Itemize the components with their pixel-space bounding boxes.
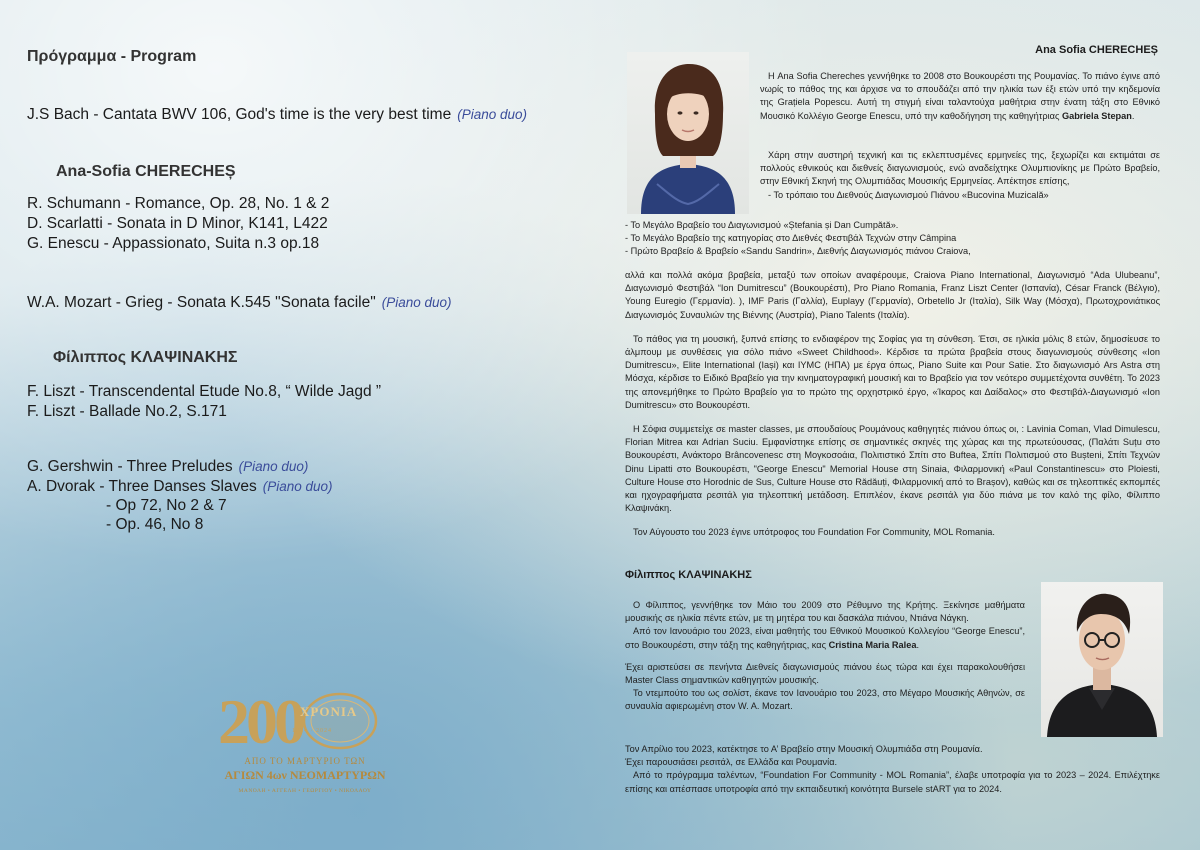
program-item-dvorak-text: A. Dvorak - Three Danses Slaves bbox=[27, 478, 257, 495]
piano-duo-note: (Piano duo) bbox=[238, 459, 309, 474]
bio2-text: Ο Φίλιππος, γεννήθηκε τον Μάιο του 2009 στο Ρέθυμνο της Κρήτης. Ξεκίνησε μαθήματα μουσικής σε ηλικία πέντε ετών, με τη μητέρα του και δασκάλα πιάνου, Ντιάνα Νάγκη. Από τον Ιανουάριο του 2023, είναι μαθητής του Εθνικού Μουσικού Κολλεγίου “George Enescu”, στο Βουκουρέστι, στην τάξη της καθηγήτριας, κας Cristina Maria Ralea. Έχει αριστεύσει σε πενήντα Διεθνείς διαγωνισμούς πιάνου έως τώρα και έχει παρακολουθήσει Master Class σημαντικών καθηγητών μουσικής. Το ντεμπούτο του ως σολίστ, έκανε τον Ιανουάριο του 2023, στο Μέγαρο Μουσικής Αθηνών, σε συναυλία αφιερωμένη στον W. A. Mozart. bbox=[625, 599, 1025, 714]
program-item-schumann: R. Schumann - Romance, Op. 28, No. 1 & 2 bbox=[27, 195, 330, 212]
portrait-photo-filippos bbox=[1041, 582, 1163, 737]
bio1-teacher-name: Gabriela Stepan bbox=[1061, 110, 1132, 121]
bio1-awards bbox=[625, 219, 1160, 259]
performer-heading-filippos: Φίλιππος ΚΛΑΨΙΝΑΚΗΣ bbox=[53, 349, 238, 366]
bio1-paragraph-1: Η Ana Sofia Chereches γεννήθηκε το 2008 στο Βουκουρέστι της Ρουμανίας. Το πιάνο έγινε από νωρίς το πάθος της και άρχισε να το σπουδάζει από την ηλικία των έξι ετών υπό την κηδεμονία της Grațiela Popescu. Αυτή τη στιγμή είναι ταλαντούχα μαθήτρια στην ένατη τάξη στο Εθνικό Μουσικό Κολλέγιο George Enescu, υπό την καθοδήγηση της καθηγήτριας bbox=[760, 71, 1160, 121]
bio2-text-lower bbox=[625, 743, 1160, 796]
program-item-liszt-etude: F. Liszt - Transcendental Etude No.8, “ Wilde Jagd ” bbox=[27, 383, 382, 400]
bio-heading-filippos: Φίλιππος ΚΛΑΨΙΝΑΚΗΣ bbox=[625, 569, 752, 581]
performer-heading-anasofia: Ana-Sofia CHERECHEȘ bbox=[56, 163, 236, 180]
program-item-gershwin bbox=[27, 458, 308, 476]
logo-line-2: ΑΓΙΩΝ 4ων ΝΕΟΜΑΡΤΥΡΩΝ bbox=[224, 768, 386, 782]
portrait-photo-anasofia bbox=[627, 52, 749, 214]
bio1-award-2: - Το Μεγάλο Βραβείο του Διαγωνισμού «Ștefania și Dan Cumpătă». bbox=[625, 220, 899, 230]
bio1-paragraph-2: Χάρη στην αυστηρή τεχνική και τις εκλεπτυσμένες ερμηνείες της, ξεχωρίζει και εκτιμάται σε πολλούς εθνικούς και διεθνείς διαγωνισμούς, ενώ αναδείχτηκε Ολυμπιονίκης με Πρώτο Βραβείο, στην Εθνική Σκηνή της Ολυμπιάδας Μουσικής Ερμηνείας. Απέκτησε επίσης, bbox=[760, 150, 1160, 187]
bio2-paragraph-6: Έχει παρουσιάσει ρεσιτάλ, σε Ελλάδα και Ρουμανία. bbox=[625, 757, 838, 768]
anniversary-logo bbox=[218, 686, 388, 810]
bio2-paragraph-5: Τον Απρίλιο του 2023, κατέκτησε το Α’ Βραβείο στην Μουσική Ολυμπιάδα στη Ρουμανία. bbox=[625, 744, 983, 754]
program-item-scarlatti: D. Scarlatti - Sonata in D Minor, K141, L422 bbox=[27, 215, 328, 232]
bio1-paragraph-6: Τον Αύγουστο του 2023 έγινε υπότροφος του Foundation For Community, MOL Romania. bbox=[633, 527, 995, 538]
bio1-award-3: - Το Μεγάλο Βραβείο της κατηγορίας στο Διεθνές Φεστιβάλ Τεχνών στην Câmpina bbox=[625, 233, 957, 244]
program-item-bach bbox=[27, 106, 527, 124]
bio-heading-anasofia: Ana Sofia CHERECHEȘ bbox=[1035, 44, 1158, 56]
program-subitem-op72: - Op 72, No 2 & 7 bbox=[106, 497, 227, 514]
bio1-intro: Η Ana Sofia Chereches γεννήθηκε το 2008 στο Βουκουρέστι της Ρουμανίας. Το πιάνο έγινε από νωρίς το πάθος της και άρχισε να το σπουδάζει από την ηλικία των έξι ετών υπό την κηδεμονία της Grațiela Popescu. Αυτή τη στιγμή είναι ταλαντούχα μαθήτρια στην ένατη τάξη στο Εθνικό Μουσικό Κολλέγιο George Enescu, υπό την καθοδήγηση της καθηγήτριας Gabriela Stepan. bbox=[760, 71, 1160, 121]
bio1-award-1: - Το τρόπαιο του Διεθνούς Διαγωνισμού Πιάνου «Bucovina Muzicală» bbox=[768, 189, 1049, 200]
bio2-paragraph-4: Το ντεμπούτο του ως σολίστ, έκανε τον Ιανουάριο του 2023, στο Μέγαρο Μουσικής Αθηνών, σε συναυλία αφιερωμένη στον W. A. Mozart. bbox=[625, 688, 1025, 712]
program-item-liszt-ballade: F. Liszt - Ballade No.2, S.171 bbox=[27, 403, 227, 420]
bio1-paragraph-3: αλλά και πολλά ακόμα βραβεία, μεταξύ των οποίων αναφέρουμε, Craiova Piano International, Διαγωνισμό “Ada Ulubeanu”, Διαγωνισμό Φεστιβάλ “Ion Dumitrescu” (Βουκουρέστι), Pro Piano Romania, Franz Liszt Center (Ισπανία), César Franck (Βέλγιο), Young Euregio (Γερμανία). ), IMF Paris (Γαλλία), Euplayy (Γερμανία), Orbetello Jr (Ιταλία), Silk Way (Μόσχα), Πρωτοχρονιάτικος Διαγωνισμός Συναυλιών της Βιέννης (Αυστρία), Piano Talents (Ιταλία). bbox=[625, 270, 1160, 320]
bio1-award-4: - Πρώτο Βραβείο & Βραβείο «Sandu Sandrin», Διεθνής Διαγωνισμός πιάνου Craiova, bbox=[625, 246, 971, 257]
program-item-mozart-text: W.A. Mozart - Grieg - Sonata K.545 "Sonata facile" bbox=[27, 294, 376, 311]
logo-word: ΧΡΟΝΙΑ bbox=[300, 704, 358, 719]
piano-duo-note: (Piano duo) bbox=[381, 295, 452, 310]
program-item-bach-text: J.S Bach - Cantata BWV 106, God's time is the very best time bbox=[27, 106, 452, 123]
bio1-paragraph-5: Η Σόφια συμμετείχε σε master classes, με σπουδαίους Ρουμάνους καθηγητές πιάνου όπως οι, : Lavinia Coman, Vlad Dimulescu, Florian Mitrea και Adrian Suciu. Εμφανίστηκε επίσης σε σημαντικές σκηνές της χώρας και της πρωτεύουσας, (Παλάτι Suțu στο Βουκουρέστι, Ανάκτορο Brâncovenesc στη Μογκοσοάια, Πολιτιστικό Σπίτι στο Buftea, Σπίτι Πολιτισμού στο Bușteni, Σπίτι Τεχνών Dinu Lipatti στο Βουκουρέστι, "George Enescu" Memorial House στη Sinaia, Φιλαρμονική «Paul Constantinescu» στο Ploiesti, Culture House στο Horodnic de Sus, Culture House στο Rădăuți, Φιλαρμονική από το Brașov), καθώς και σε τηλεοπτικές εκπομπές και ηχογραφήματα ρεσιτάλ για τηλεοπτική μετάδοση. Επιπλέον, έκανε ρεσιτάλ για δύο πιάνα με τον καλό της φίλο, Φίλιππο Κλαψινάκη. bbox=[625, 424, 1160, 514]
program-title: Πρόγραμμα - Program bbox=[27, 48, 197, 65]
piano-duo-note: (Piano duo) bbox=[457, 107, 528, 122]
bio2-paragraph-2: Από τον Ιανουάριο του 2023, είναι μαθητής του Εθνικού Μουσικού Κολλεγίου “George Enescu”, στο Βουκουρέστι, στην τάξη της καθηγήτριας, κας bbox=[625, 626, 1025, 650]
logo-number: 200 bbox=[218, 686, 302, 757]
program-item-enescu: G. Enescu - Appassionato, Suita n.3 op.18 bbox=[27, 235, 320, 252]
bio2-paragraph-1: Ο Φίλιππος, γεννήθηκε τον Μάιο του 2009 στο Ρέθυμνο της Κρήτης. Ξεκίνησε μαθήματα μουσικής σε ηλικία πέντε ετών, με τη μητέρα του και δασκάλα πιάνου, Ντιάνα Νάγκη. bbox=[625, 600, 1025, 624]
bio2-paragraph-7: Από το πρόγραμμα ταλέντων, “Foundation For Community - MOL Romania”, έλαβε υποτροφία για το 2023 – 2024. Επιλέχτηκε επίσης και απέσπασε υποτροφία από την εκπαιδευτική κοινότητα Bursele stART για το 2024. bbox=[625, 770, 1160, 794]
program-item-gershwin-text: G. Gershwin - Three Preludes bbox=[27, 458, 233, 475]
bio1-paragraph-4: Το πάθος για τη μουσική, ξυπνά επίσης το ενδιαφέρον της Σοφίας για τη σύνθεση. Έτσι, σε ηλικία μόλις 8 ετών, δημοσίευσε το άλμπουμ με συνθέσεις για σόλο πιάνο «Sweet Childhood». Κέρδισε τα πρώτα βραβεία στους διαγωνισμούς σύνθεσης «Ion Dumitrescu», Elite International (Iași) και IYMC (ΗΠΑ) με έργα όπως, Piano Suite και Pour Satie. Στο διαγωνισμό Ars Astra στη Μόσχα, κέρδισε το Ειδικό Βραβείο για την κινηματογραφική μουσική και το Βραβείο για τον νεότερο συμμετέχοντα συνθέτη. Το 2023 της απονεμήθηκε το Πρώτο Βραβείο για το πρώτο της ορχηστρικό έργο, «Ίκαρος και Δαίδαλος» στο Φεστιβάλ-Διαγωνισμό «Ion Dumitrescu» στο Βουκουρέστι. bbox=[625, 333, 1160, 410]
program-subitem-op46: - Op. 46, No 8 bbox=[106, 516, 204, 533]
bio2-paragraph-3: Έχει αριστεύσει σε πενήντα Διεθνείς διαγωνισμούς πιάνου έως τώρα και έχει παρακολουθήσει Master Class σημαντικών καθηγητών μουσικής. bbox=[625, 661, 1025, 686]
bio1-skills bbox=[760, 149, 1160, 202]
program-item-mozart bbox=[27, 294, 452, 312]
portrait-filippos-icon bbox=[1041, 582, 1163, 737]
logo-line-1: ΑΠΟ ΤΟ ΜΑΡΤΥΡΙΟ ΤΩΝ bbox=[244, 756, 366, 766]
bio2-teacher-name: Cristina Maria Ralea bbox=[828, 639, 917, 650]
bio1-more bbox=[625, 269, 1160, 540]
logo-line-3: ΜΑΝΟΛΗ • ΑΓΓΕΛΗ • ΓΕΩΡΓΙΟΥ • ΝΙΚΟΛΑΟΥ bbox=[238, 788, 372, 794]
portrait-anasofia-icon bbox=[627, 52, 749, 214]
logo-dates: 1824 · 2024 bbox=[292, 728, 332, 734]
program-item-dvorak bbox=[27, 478, 333, 496]
piano-duo-note: (Piano duo) bbox=[262, 479, 333, 494]
